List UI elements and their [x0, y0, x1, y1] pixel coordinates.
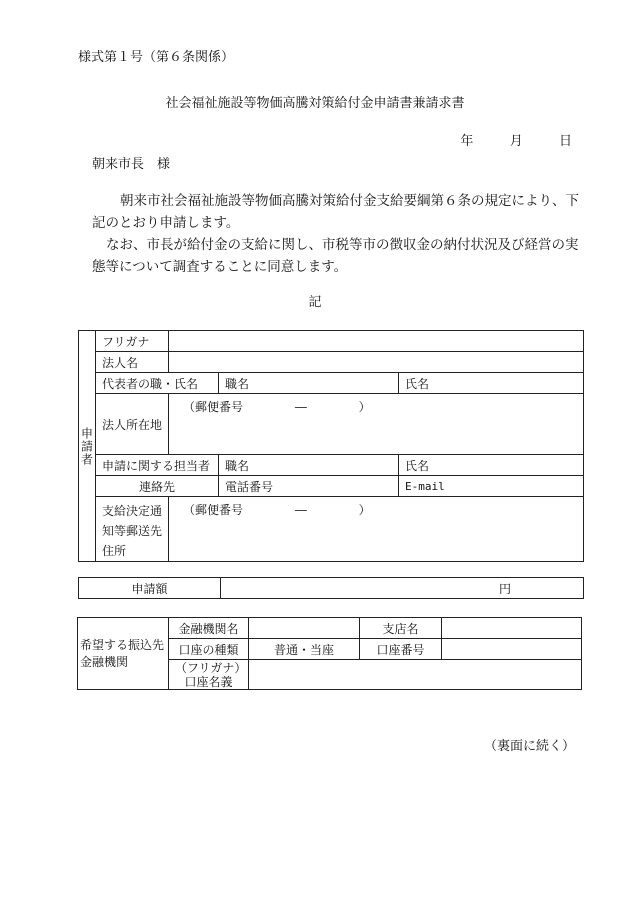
rep-name-field[interactable] — [399, 373, 584, 394]
bank-section-label — [78, 618, 169, 690]
notice-postal-dash: ― — [294, 503, 307, 517]
bank-name-label: 金融機関名 — [169, 618, 249, 639]
postal-suffix: ） — [358, 400, 371, 414]
pic-name-field[interactable] — [399, 455, 584, 476]
pic-position-label: 職名 — [225, 458, 250, 473]
document-title: 社会福祉施設等物価高騰対策給付金申請書兼請求書 — [165, 96, 465, 111]
notice-address-label — [96, 497, 169, 562]
bank-section-label-line2: 金融機関 — [80, 654, 129, 669]
person-in-charge-label: 申請に関する担当者 — [96, 455, 219, 476]
account-holder-name-label: 口座名義 — [184, 674, 233, 689]
furigana-label: フリガナ — [96, 331, 169, 352]
ki-heading: 記 — [308, 295, 322, 310]
email-label: E-mail — [405, 480, 445, 493]
applicant-table — [78, 330, 584, 562]
account-type-label: 口座の種類 — [169, 639, 249, 660]
bank-table — [77, 617, 582, 690]
account-type-field[interactable]: 普通・当座 — [249, 639, 360, 660]
pic-position-field[interactable] — [219, 455, 399, 476]
continued-note: （裏面に続く） — [483, 739, 575, 754]
account-holder-label — [169, 660, 249, 690]
amount-field[interactable] — [221, 578, 584, 599]
rep-position-field[interactable] — [219, 373, 399, 394]
phone-field[interactable] — [219, 476, 399, 497]
branch-name-label: 支店名 — [360, 618, 442, 639]
rep-position-label: 職名 — [225, 376, 250, 391]
account-holder-field[interactable] — [249, 660, 582, 690]
pic-name-label: 氏名 — [405, 458, 430, 473]
corp-address-label: 法人所在地 — [96, 394, 169, 455]
applicant-section-label: 申請者 — [79, 331, 96, 562]
body-text — [92, 190, 584, 278]
amount-unit: 円 — [498, 581, 511, 596]
notice-address-label-line2: 知等郵送先 — [102, 524, 163, 538]
bank-section-label-line1: 希望する振込先 — [80, 637, 165, 652]
notice-postal-suffix: ） — [358, 503, 371, 517]
notice-address-field[interactable] — [169, 497, 584, 562]
date-month-label: 月 — [509, 134, 523, 149]
postal-dash: ― — [294, 400, 307, 414]
form-number: 様式第１号（第６条関係） — [78, 50, 235, 65]
corp-name-label: 法人名 — [96, 352, 169, 373]
phone-label: 電話番号 — [225, 479, 274, 494]
notice-address-label-line1: 支給決定通 — [102, 504, 163, 518]
rep-title-name-label: 代表者の職・氏名 — [96, 373, 219, 394]
addressee: 朝来市長 様 — [92, 157, 171, 172]
date-line — [460, 130, 572, 149]
date-year-label: 年 — [460, 134, 474, 149]
notice-address-label-line3: 住所 — [102, 544, 127, 558]
account-number-field[interactable] — [442, 639, 582, 660]
notice-postal-prefix: （郵便番号 — [183, 503, 244, 517]
paragraph-1: 朝来市社会福祉施設等物価高騰対策給付金支給要綱第６条の規定により、下記のとおり申請します。 — [92, 193, 579, 231]
postal-prefix: （郵便番号 — [183, 400, 244, 414]
rep-name-label: 氏名 — [405, 376, 430, 391]
email-field[interactable] — [399, 476, 584, 497]
corp-name-field[interactable] — [169, 352, 584, 373]
contact-label: 連絡先 — [96, 476, 219, 497]
branch-name-field[interactable] — [442, 618, 582, 639]
bank-name-field[interactable] — [249, 618, 360, 639]
amount-label: 申請額 — [79, 578, 221, 599]
corp-address-field[interactable] — [169, 394, 584, 455]
account-number-label: 口座番号 — [360, 639, 442, 660]
paragraph-2: なお、市長が給付金の支給に関し、市税等市の徴収金の納付状況及び経営の実態等について調査することに同意します。 — [92, 237, 579, 275]
account-holder-furigana-label: （フリガナ） — [175, 660, 247, 675]
furigana-field[interactable] — [169, 331, 584, 352]
date-day-label: 日 — [558, 134, 572, 149]
amount-table — [78, 577, 584, 599]
